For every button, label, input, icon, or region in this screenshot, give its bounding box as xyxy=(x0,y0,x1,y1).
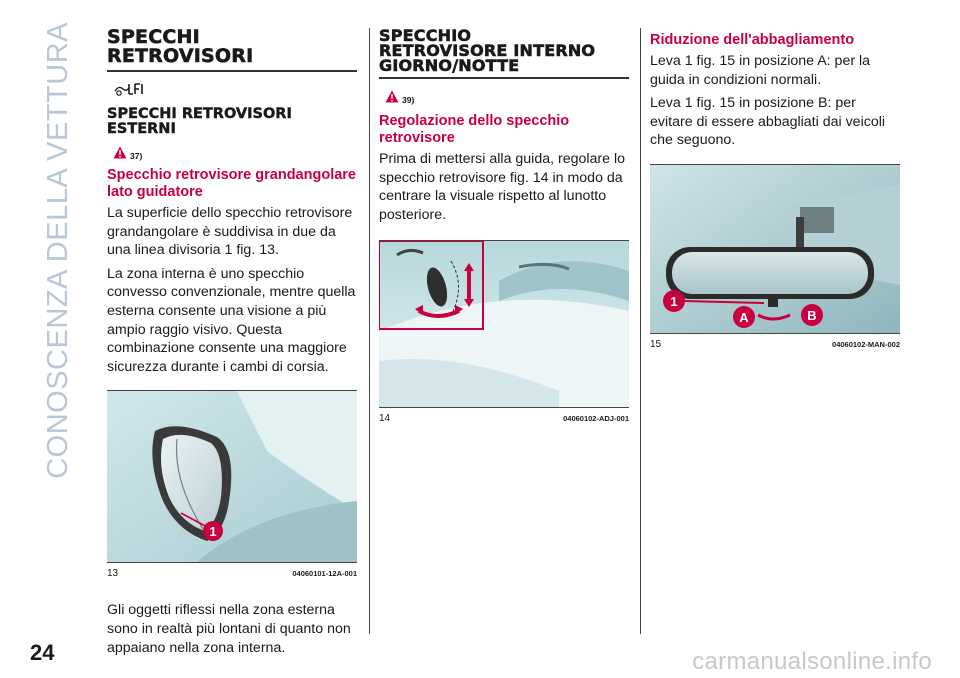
warning-triangle-icon xyxy=(113,146,127,159)
figure-number: 14 xyxy=(379,413,391,425)
figure-code: 04060102-MAN-002 xyxy=(832,339,900,349)
section-title: SPECCHI RETROVISORI xyxy=(107,26,254,67)
figure-15 xyxy=(650,164,900,350)
figure-callout: 1 xyxy=(670,293,678,309)
alfa-romeo-logo-icon xyxy=(113,80,357,98)
figure-callout-b: B xyxy=(807,307,817,323)
body-paragraph: Leva 1 fig. 15 in posizione A: per la guida in condizioni normali. xyxy=(650,53,871,88)
title-rule xyxy=(379,77,629,79)
body-paragraph: Gli oggetti riflessi nella zona esterna sono in realtà più lontani di quanto non appaiano nella zona interna. xyxy=(107,602,351,656)
interior-mirror-adjust-illustration xyxy=(379,241,629,407)
side-mirror-illustration xyxy=(107,391,357,562)
figure-code: 04060102-ADJ-001 xyxy=(563,414,629,424)
body-paragraph: La zona interna è uno specchio convesso convenzionale, mentre quella esterna consente una visione a più ampio raggio visivo. Questa combinazione consente una maggiore sicurezza durante i cambi di corsia. xyxy=(107,265,356,375)
figure-13 xyxy=(107,390,357,579)
figure-callout: 1 xyxy=(209,524,217,540)
figure-number: 15 xyxy=(650,338,662,350)
section-title: SPECCHIO RETROVISORE INTERNO GIORNO/NOTTE xyxy=(379,26,596,75)
figure-number: 13 xyxy=(107,568,119,580)
paragraph-heading: Specchio retrovisore grandangolare lato guidatore xyxy=(107,167,356,200)
column-right xyxy=(650,32,900,350)
page-number: 24 xyxy=(30,640,55,665)
body-paragraph: Prima di mettersi alla guida, regolare lo specchio retrovisore fig. 14 in modo da centrare la visuale rispetto al lunotto posteriore. xyxy=(379,151,626,223)
body-paragraph: Leva 1 fig. 15 in posizione B: per evitare di essere abbagliati dai veicoli che seguono. xyxy=(650,95,886,149)
warning-triangle-icon xyxy=(385,90,399,103)
warning-reference: 37) xyxy=(130,151,143,161)
warning-reference: 39) xyxy=(402,95,415,105)
column-middle xyxy=(379,28,629,424)
title-rule xyxy=(107,70,357,72)
column-divider xyxy=(640,28,641,634)
column-left xyxy=(107,28,357,657)
subsection-title: SPECCHI RETROVISORI ESTERNI xyxy=(107,106,292,137)
paragraph-heading: Regolazione dello specchio retrovisore xyxy=(379,113,570,146)
figure-code: 04060101-12A-001 xyxy=(292,569,357,579)
paragraph-heading: Riduzione dell'abbagliamento xyxy=(650,32,855,48)
warning-note xyxy=(385,87,629,105)
column-divider xyxy=(369,28,370,634)
watermark: carmanualsonline.info xyxy=(692,648,932,675)
figure-14 xyxy=(379,240,629,424)
figure-callout-a: A xyxy=(739,309,749,325)
anti-glare-lever-illustration xyxy=(650,165,900,333)
warning-note xyxy=(113,143,357,161)
body-paragraph: La superficie dello specchio retrovisore grandangolare è suddivisa in due da una linea divisoria 1 fig. 13. xyxy=(107,205,353,259)
sidebar-chapter-title-text: CONOSCENZA DELLA VETTURA xyxy=(41,22,74,479)
sidebar-chapter-title xyxy=(38,22,78,479)
